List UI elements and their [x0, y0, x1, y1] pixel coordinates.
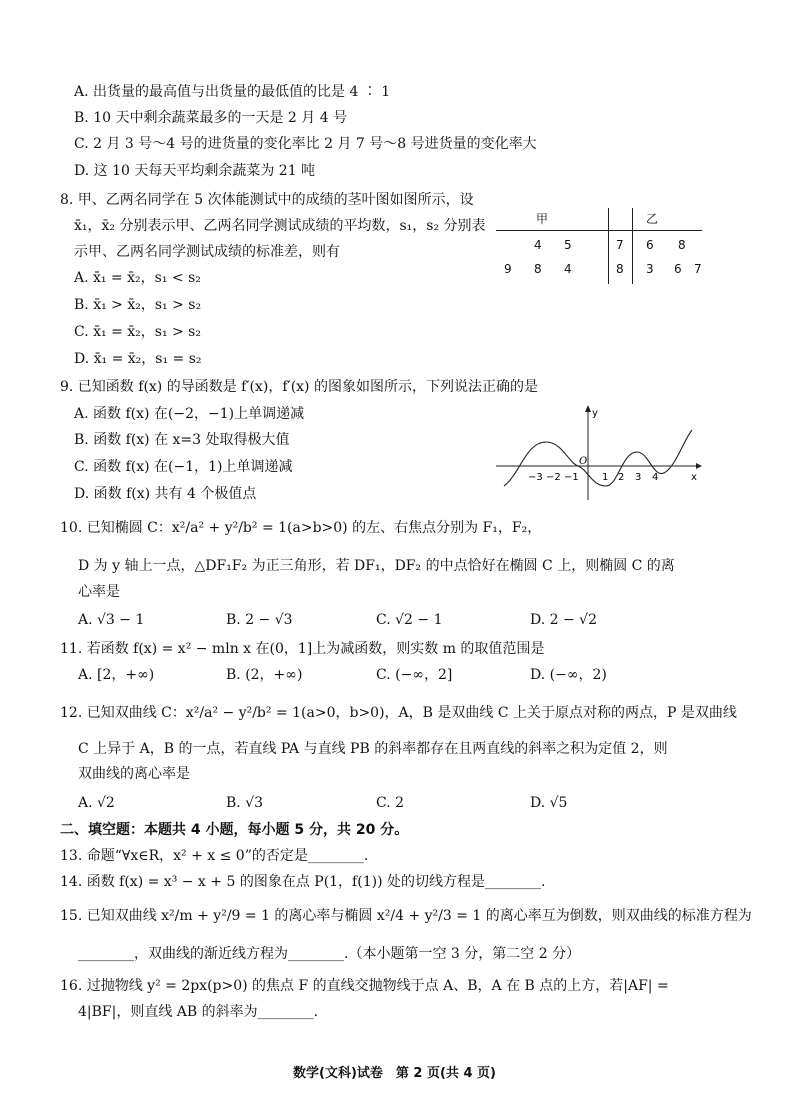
stem-r1: 7 [616, 238, 624, 252]
q8-option-a: A. x̄₁ = x̄₂，s₁ < s₂ [74, 270, 201, 286]
y-label: y [592, 408, 598, 419]
q10-option-a: A. √3 − 1 [78, 612, 145, 628]
q8-stem-line-3: 示甲、乙两名同学测试成绩的标准差，则有 [74, 244, 340, 260]
q8-option-b: B. x̄₁ > x̄₂，s₁ > s₂ [74, 297, 202, 313]
q7-option-d: D. 这 10 天每天平均剩余蔬菜为 21 吨 [74, 163, 316, 179]
stem-leaf-table [496, 208, 706, 284]
q12-option-c: C. 2 [376, 795, 405, 811]
q12-stem-line-1: 12. 已知双曲线 C：x²/a² − y²/b² = 1(a>0，b>0)，A，B 是双曲线 C 上关于原点对称的两点，P 是双曲线 [60, 705, 737, 721]
tick-2: 2 [618, 472, 625, 483]
q9-stem: 9. 已知函数 f(x) 的导函数是 f′(x)，f′(x) 的图象如图所示，下列说法正确的是 [60, 379, 538, 395]
leaf-left-r1-1: 4 [534, 238, 542, 252]
q7-option-c: C. 2 月 3 号～4 号的进货量的变化率比 2 月 7 号～8 号进货量的变化率大 [74, 136, 537, 152]
q7-option-a: A. 出货量的最高值与出货量的最低值的比是 4 ∶ 1 [74, 84, 391, 100]
table-header-rule [496, 230, 702, 231]
q12-option-a: A. √2 [78, 795, 115, 811]
q12-stem-line-2: C 上异于 A，B 的一点，若直线 PA 与直线 PB 的斜率都存在且两直线的斜率之积为定值 2，则 [78, 741, 668, 757]
leaf-left-r2-3: 4 [564, 262, 572, 276]
leaf-left-r2-1: 9 [504, 262, 512, 276]
x-axis-arrow [696, 463, 702, 469]
q16-line-1: 16. 过抛物线 y² = 2px(p>0) 的焦点 F 的直线交抛物线于点 A、B，A 在 B 点的上方，若|AF| = [60, 978, 669, 994]
q10-stem-line-2: D 为 y 轴上一点，△DF₁F₂ 为正三角形，若 DF₁，DF₂ 的中点恰好在椭圆 C 上，则椭圆 C 的离 [78, 558, 675, 574]
header-yi: 乙 [646, 212, 659, 226]
q12-stem-line-3: 双曲线的离心率是 [78, 766, 190, 782]
header-jia: 甲 [536, 212, 549, 226]
tick-3: 3 [635, 472, 642, 483]
q12-option-b: B. √3 [226, 795, 264, 811]
tick-neg2: −2 [546, 472, 561, 483]
q10-option-c: C. √2 − 1 [376, 612, 443, 628]
q11-option-d: D. (−∞，2) [530, 667, 607, 683]
tick-neg3: −3 [528, 472, 543, 483]
section-2-heading: 二、填空题：本题共 4 小题，每小题 5 分，共 20 分。 [60, 822, 409, 838]
page-footer: 数学(文科)试卷 第 2 页(共 4 页) [293, 1066, 496, 1081]
x-label: x [691, 472, 697, 483]
q11-option-c: C. (−∞，2] [376, 667, 453, 683]
q11-option-a: A. [2，+∞) [78, 667, 155, 683]
tick-4: 4 [652, 472, 659, 483]
q9-option-d: D. 函数 f(x) 共有 4 个极值点 [74, 486, 257, 502]
q8-option-d: D. x̄₁ = x̄₂，s₁ = s₂ [74, 351, 202, 367]
stem-r2: 8 [616, 262, 624, 276]
q11-stem: 11. 若函数 f(x) = x² − mln x 在(0，1]上为减函数，则实数 m 的取值范围是 [60, 641, 545, 657]
q8-stem-line-2: x̄₁，x̄₂ 分别表示甲、乙两名同学测试成绩的平均数，s₁，s₂ 分别表 [74, 218, 486, 234]
q10-stem-line-1: 10. 已知椭圆 C：x²/a² + y²/b² = 1(a>b>0) 的左、右焦点分别为 F₁，F₂， [60, 520, 542, 536]
leaf-right-r2-2: 6 [674, 262, 682, 276]
stem-right-rule [632, 208, 633, 284]
q9-option-b: B. 函数 f(x) 在 x=3 处取得极大值 [74, 432, 290, 448]
q8-option-c: C. x̄₁ = x̄₂，s₁ > s₂ [74, 324, 201, 340]
q14: 14. 函数 f(x) = x³ − x + 5 的图象在点 P(1，f(1)) 处的切线方程是________. [60, 874, 546, 890]
derivative-graph [492, 402, 702, 502]
q10-option-b: B. 2 − √3 [226, 612, 293, 628]
origin-label: O [579, 456, 588, 467]
q8-stem-line-1: 8. 甲、乙两名同学在 5 次体能测试中的成绩的茎叶图如图所示，设 [60, 192, 474, 208]
q16-line-2: 4|BF|，则直线 AB 的斜率为________. [78, 1004, 319, 1020]
leaf-right-r1-2: 8 [678, 238, 686, 252]
leaf-right-r2-3: 7 [694, 262, 702, 276]
tick-1: 1 [602, 472, 609, 483]
q9-option-a: A. 函数 f(x) 在(−2，−1)上单调递减 [74, 406, 305, 422]
q15-line-1: 15. 已知双曲线 x²/m + y²/9 = 1 的离心率与椭圆 x²/4 + y²/3 = 1 的离心率互为倒数，则双曲线的标准方程为 [60, 908, 752, 924]
tick-neg1: −1 [564, 472, 579, 483]
stem-left-rule [608, 208, 609, 284]
q13: 13. 命题“∀x∈R，x² + x ≤ 0”的否定是________. [60, 848, 369, 864]
q7-option-b: B. 10 天中剩余蔬菜最多的一天是 2 月 4 号 [74, 110, 348, 126]
leaf-left-r1-2: 5 [564, 238, 572, 252]
leaf-right-r1-1: 6 [646, 238, 654, 252]
q9-option-c: C. 函数 f(x) 在(−1，1)上单调递减 [74, 459, 293, 475]
q12-option-d: D. √5 [530, 795, 568, 811]
leaf-right-r2-1: 3 [646, 262, 654, 276]
leaf-left-r2-2: 8 [534, 262, 542, 276]
q11-option-b: B. (2，+∞) [226, 667, 303, 683]
q10-stem-line-3: 心率是 [78, 584, 120, 600]
q10-option-d: D. 2 − √2 [530, 612, 597, 628]
q15-line-2: ________，双曲线的渐近线方程为________.（本小题第一空 3 分，第二空 2 分） [78, 946, 581, 962]
y-axis-arrow [585, 405, 591, 412]
